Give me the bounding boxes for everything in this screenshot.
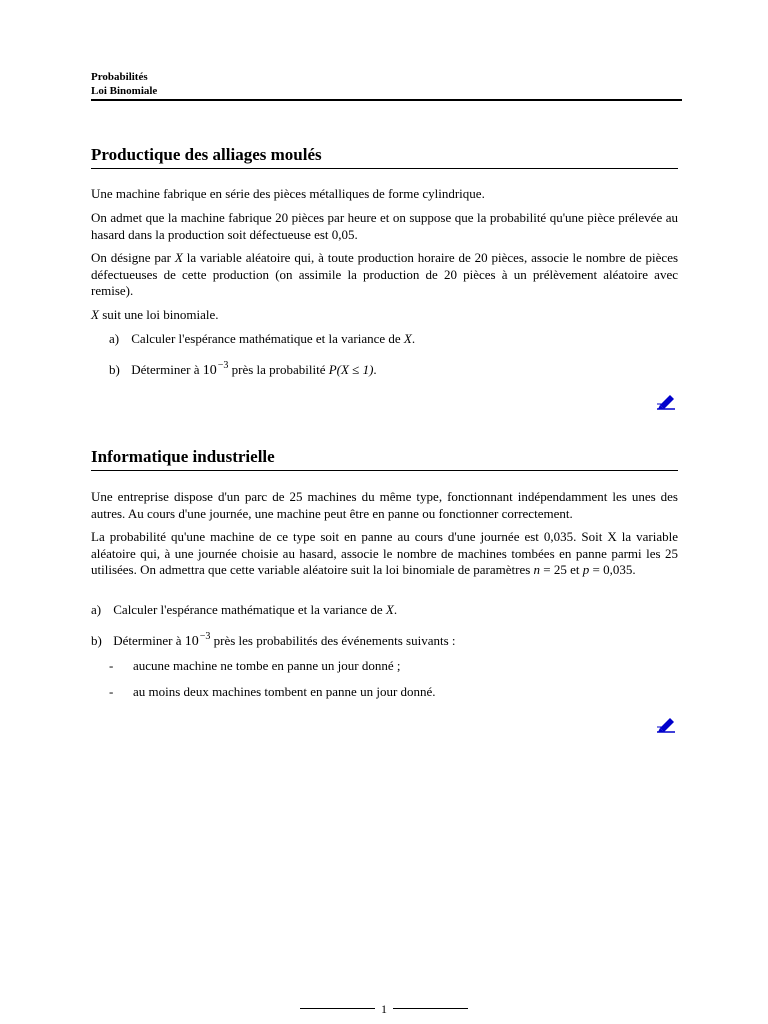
precision-power	[202, 360, 229, 378]
question-label: b)	[109, 362, 120, 377]
footer-rule-left	[300, 1008, 375, 1009]
variable-x: X	[174, 250, 183, 265]
variable-x: X	[385, 602, 394, 617]
p4-text: suit une loi binomiale.	[102, 307, 219, 322]
section1-paragraph-2: On admet que la machine fabrique 20 pièces par heure et on suppose que la probabilité qu'une pièce prélevée au hasard dans la production soit défectueuse est 0,05.	[91, 210, 678, 242]
p3-rest: la variable aléatoire qui, à toute production horaire de 20 pièces, associe le nombre de pièces défectueuses de cette production (on assimile la production de 20 pièces à un prélèvement aléatoire avec remise).	[91, 250, 679, 298]
list-item	[109, 684, 436, 700]
p2-text: La probabilité qu'une machine de ce type soit en panne au cours d'une journée est 0,035. Soit X la variable aléatoire qui, à une journée choisie au hasard, associe le nombre de machines tombées en panne parmi les 25 utilisées. On admettra que cette variable aléatoire suit la loi binomiale de paramètres	[91, 529, 678, 577]
edit-solution-icon[interactable]	[655, 714, 677, 734]
section2-question-a	[91, 602, 397, 618]
header-subject: Probabilités	[91, 71, 148, 83]
section1-paragraph-1: Une machine fabrique en série des pièces métalliques de forme cylindrique.	[91, 186, 485, 201]
list-item	[109, 658, 401, 674]
page-footer	[0, 1002, 768, 1017]
power-base: 10	[184, 634, 199, 649]
question-text: Calculer l'espérance mathématique et la variance de	[131, 331, 401, 346]
probability-expression: P(X ≤ 1)	[328, 362, 374, 377]
header-topic: Loi Binomiale	[91, 85, 158, 97]
param-p: p	[582, 562, 590, 577]
question-text-2: près les probabilités des événements suivants :	[213, 633, 456, 648]
bullet-dash: -	[109, 658, 114, 673]
param-p-value: = 0,035.	[592, 562, 636, 577]
edit-solution-icon[interactable]	[655, 391, 677, 411]
bullet-text: aucune machine ne tombe en panne un jour donné ;	[133, 658, 401, 673]
section1-question-b	[109, 358, 377, 379]
p3-intro: On désigne par	[91, 250, 171, 265]
precision-power	[184, 631, 211, 649]
param-n: n	[533, 562, 541, 577]
section2-paragraph-1: Une entreprise dispose d'un parc de 25 machines du même type, fonctionnant indépendamment les unes des autres. Au cours d'une journée, une machine peut être en panne ou fonctionner correctement.	[91, 489, 678, 521]
param-n-value: = 25 et	[543, 562, 580, 577]
section2-paragraph-2	[91, 529, 678, 579]
question-label: b)	[91, 633, 102, 648]
power-exponent: −3	[199, 631, 211, 642]
section-title-productique: Productique des alliages moulés	[91, 145, 678, 169]
section1-question-a	[109, 331, 415, 347]
question-label: a)	[91, 602, 102, 617]
bullet-dash: -	[109, 684, 114, 699]
header-divider	[91, 99, 682, 101]
section-title-informatique: Informatique industrielle	[91, 447, 678, 471]
variable-x: X	[91, 307, 99, 322]
page-number: 1	[381, 1002, 387, 1016]
question-end: .	[373, 362, 377, 377]
bullet-text: au moins deux machines tombent en panne un jour donné.	[133, 684, 436, 699]
power-exponent: −3	[217, 360, 229, 371]
section1-paragraph-3	[91, 250, 678, 300]
power-base: 10	[202, 363, 217, 378]
section2-question-b	[91, 629, 456, 650]
variable-x: X	[403, 331, 412, 346]
question-label: a)	[109, 331, 120, 346]
footer-rule-right	[393, 1008, 468, 1009]
question-text-2: près la probabilité	[231, 362, 326, 377]
question-text: Calculer l'espérance mathématique et la variance de	[113, 602, 383, 617]
question-text: Déterminer à	[131, 362, 200, 377]
question-text: Déterminer à	[113, 633, 182, 648]
question-end: .	[393, 602, 398, 617]
page-header	[91, 70, 157, 98]
question-end: .	[411, 331, 416, 346]
section1-paragraph-4	[91, 307, 678, 324]
